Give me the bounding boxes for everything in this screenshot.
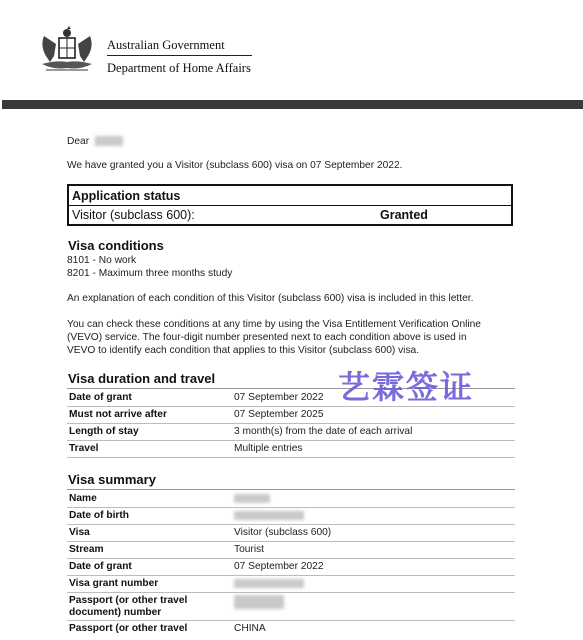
row-label: Visa grant number <box>69 578 159 589</box>
coat-of-arms-icon <box>36 26 98 74</box>
row-value-redacted <box>234 578 304 590</box>
row-value: 3 month(s) from the date of each arrival <box>234 426 413 437</box>
status-value: Granted <box>380 208 428 222</box>
row-label: Visa <box>69 527 90 538</box>
summary-row-passport-country <box>67 621 515 640</box>
vevo-text-line: (VEVO) service. The four-digit number presented next to each condition above is used in <box>67 332 467 343</box>
row-label: Date of grant <box>69 561 132 572</box>
row-value: Visitor (subclass 600) <box>234 527 332 538</box>
conditions-explanation: An explanation of each condition of this Visitor (subclass 600) visa is included in this letter. <box>67 293 474 304</box>
row-label: Must not arrive after <box>69 409 167 420</box>
row-label: Stream <box>69 544 104 555</box>
row-label: Length of stay <box>69 426 139 437</box>
header-bar <box>2 100 583 109</box>
row-value: 07 September 2022 <box>234 392 324 403</box>
row-label: Date of grant <box>69 392 132 403</box>
summary-row-passport-number <box>67 593 515 621</box>
row-label: Date of birth <box>69 510 129 521</box>
row-value: Tourist <box>234 544 265 555</box>
summary-row-visa-grant-number <box>67 576 515 593</box>
row-label: Travel <box>69 443 99 454</box>
summary-row-date-of-grant <box>67 559 515 576</box>
summary-row-stream <box>67 542 515 559</box>
header-divider <box>107 55 252 56</box>
status-heading: Application status <box>72 189 181 203</box>
summary-heading-rule <box>67 489 515 490</box>
duration-heading: Visa duration and travel <box>68 371 216 386</box>
duration-row-must-not-arrive-after <box>67 407 515 424</box>
summary-row-name <box>67 491 515 508</box>
vevo-text-line: You can check these conditions at any time by using the Visa Entitlement Verification Online <box>67 319 481 330</box>
redacted-name <box>95 136 123 146</box>
condition-item: 8101 - No work <box>67 255 137 266</box>
row-value: 07 September 2022 <box>234 561 324 572</box>
grant-sentence: We have granted you a Visitor (subclass 600) visa on 07 September 2022. <box>67 160 403 171</box>
summary-heading: Visa summary <box>68 472 156 487</box>
application-status-box <box>67 184 513 226</box>
row-value: Multiple entries <box>234 443 303 454</box>
conditions-heading: Visa conditions <box>68 238 164 253</box>
row-label <box>69 595 187 619</box>
condition-item: 8201 - Maximum three months study <box>67 268 233 279</box>
row-label: Passport (or other travel <box>69 623 188 634</box>
vevo-text-line: VEVO to identify each condition that applies to this Visitor (subclass 600) visa. <box>67 345 420 356</box>
row-label-line: document) number <box>69 607 162 618</box>
salutation: Dear <box>67 136 90 147</box>
status-divider <box>69 205 511 206</box>
department-name: Department of Home Affairs <box>107 61 251 75</box>
row-value: CHINA <box>234 623 266 634</box>
watermark-text: 艺霖签证 <box>338 369 475 405</box>
duration-row-length-of-stay <box>67 424 515 441</box>
duration-row-travel <box>67 441 515 458</box>
status-label: Visitor (subclass 600): <box>72 208 195 222</box>
row-value: 07 September 2025 <box>234 409 324 420</box>
salutation-line <box>67 136 123 147</box>
government-name: Australian Government <box>107 38 225 52</box>
row-label: Name <box>69 493 97 504</box>
summary-row-date-of-birth <box>67 508 515 525</box>
row-value-redacted <box>234 510 304 522</box>
row-label-line: Passport (or other travel <box>69 595 188 606</box>
row-value-redacted <box>234 595 284 609</box>
summary-row-visa <box>67 525 515 542</box>
row-value-redacted <box>234 493 270 505</box>
